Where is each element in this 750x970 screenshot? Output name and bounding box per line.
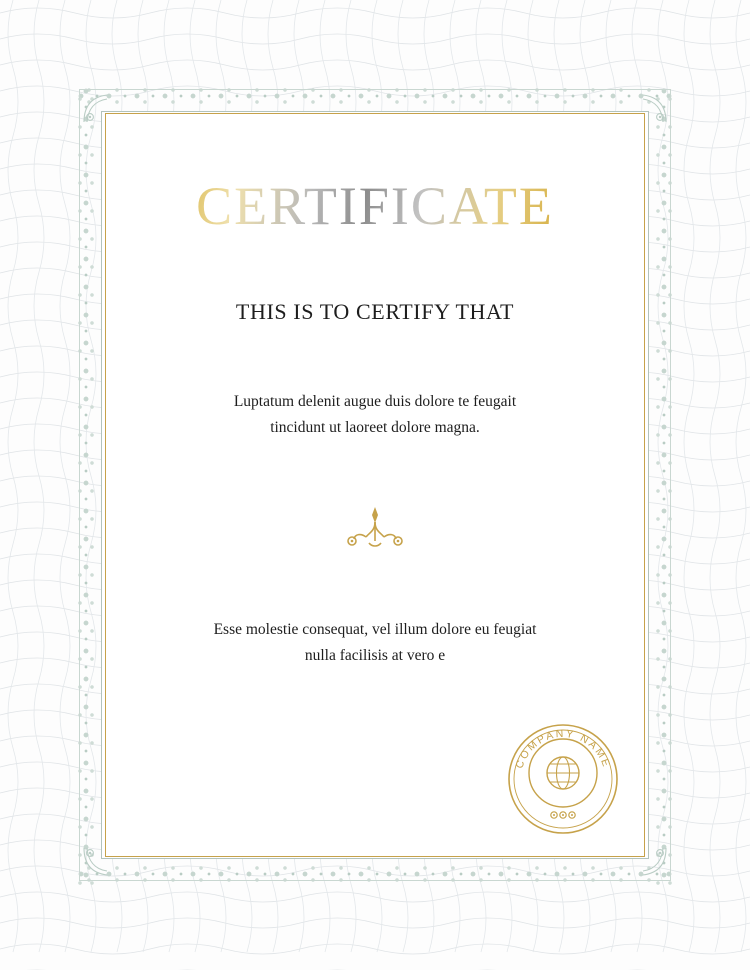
certificate-title: CERTIFICATE	[105, 175, 645, 237]
body-line-1: Luptatum delenit augue duis dolore te feugait	[233, 393, 517, 410]
certificate-content	[105, 113, 645, 857]
body-line-3: Esse molestie consequat, vel illum dolore eu feugiat	[213, 621, 537, 638]
svg-text:COMPANY NAME: COMPANY NAME	[513, 727, 613, 771]
body-line-2: tincidunt ut laoreet dolore magna.	[270, 419, 480, 436]
body-line-4: nulla facilisis at vero e	[304, 647, 446, 664]
certificate-body-bottom	[105, 617, 645, 669]
certificate-body-top	[105, 389, 645, 441]
certificate-subtitle: THIS IS TO CERTIFY THAT	[235, 299, 515, 324]
company-seal	[499, 715, 627, 843]
divider-flourish-icon	[105, 503, 645, 553]
